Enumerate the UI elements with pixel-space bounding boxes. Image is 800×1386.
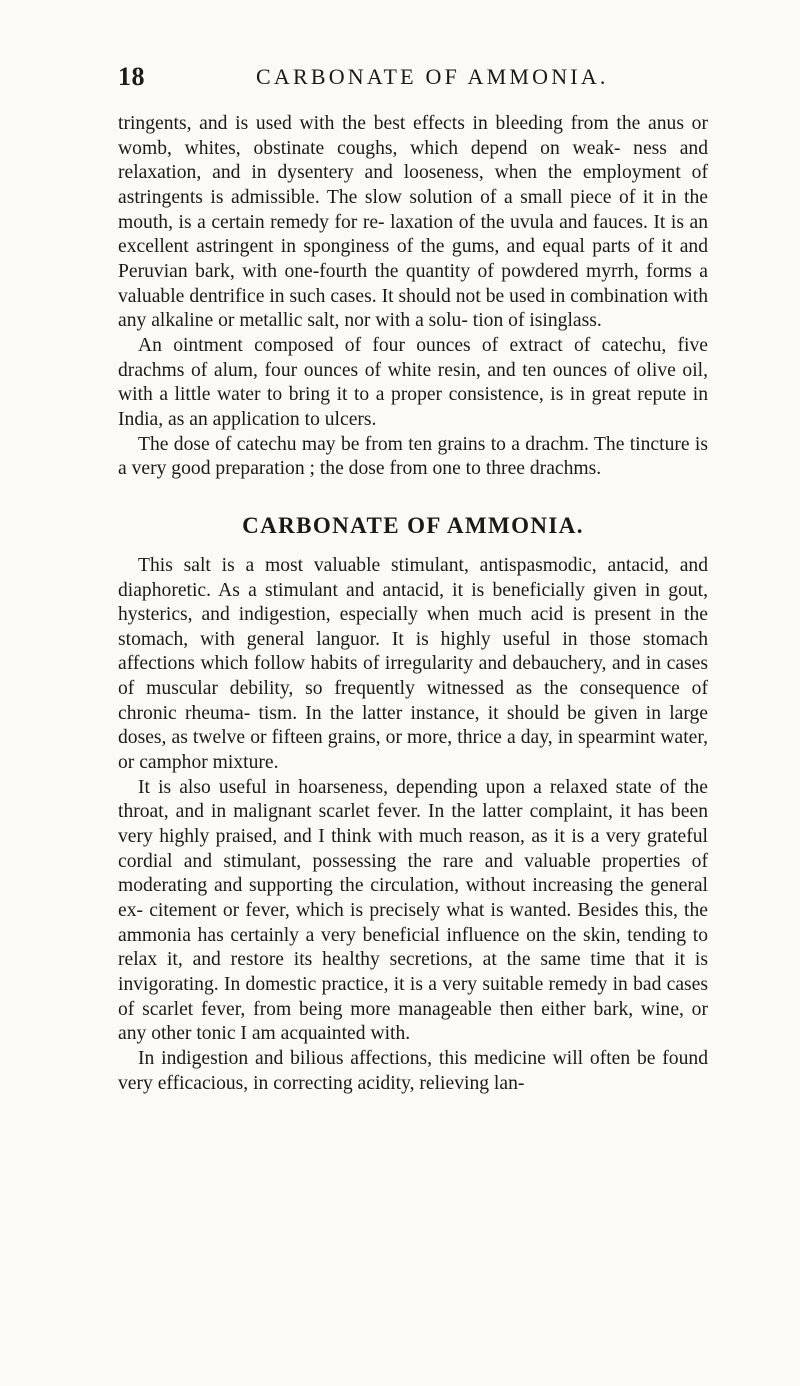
running-title: CARBONATE OF AMMONIA. xyxy=(256,64,609,89)
paragraph-catechu-dose: The dose of catechu may be from ten grains to a drachm. The tincture is a very good preparation ; the dose from one to three drachms. xyxy=(118,433,708,480)
running-header xyxy=(118,62,718,96)
page-number: 18 xyxy=(118,62,145,91)
paragraph-ointment: An ointment composed of four ounces of extract of catechu, five drachms of alum, four ounces of white resin, and ten ounces of olive oil, with a little water to bring it to a proper consistence, is in great repute in India, as an application to ulcers. xyxy=(118,334,708,430)
paragraph-stimulant: This salt is a most valuable stimulant, antispasmodic, antacid, and diaphoretic. As a stimulant and antacid, it is beneficially given in gout, hysterics, and indigestion, especially when much acid is present in the stomach, with general languor. It is highly useful in those stomach affections which follow habits of irregularity and debauchery, and in cases of muscular debility, so frequently witnessed as the consequence of chronic rheuma- tism. In the latter instance, it should be given in large doses, as twelve or fifteen grains, or more, thrice a day, in spearmint water, or camphor mixture. xyxy=(118,554,708,774)
paragraph-hoarseness: It is also useful in hoarseness, depending upon a relaxed state of the throat, and in malignant scarlet fever. In the latter complaint, it has been very highly praised, and I think with much reason, as it is a very grateful cordial and stimulant, possessing the rare and valuable properties of moderating and supporting the circulation, without increasing the general ex- citement or fever, which is precisely what is wanted. Besides this, the ammonia has certainly a very beneficial influence on the skin, tending to relax it, and restore its healthy secretions, at the same time that it is invigorating. In domestic practice, it is a very suitable remedy in bad cases of scarlet fever, from being more manageable then either bark, wine, or any other tonic I am acquainted with. xyxy=(118,776,708,1045)
paragraph-continued: tringents, and is used with the best effects in bleeding from the anus or womb, whites, obstinate coughs, which depend on weak- ness and relaxation, and in dysentery and looseness, when the employment of astringents is admissible. The slow solution of a small piece of it in the mouth, is a certain remedy for re- laxation of the uvula and fauces. It is an excellent astringent in sponginess of the gums, and equal parts of it and Peruvian bark, with one-fourth the quantity of powdered myrrh, forms a valuable dentrifice in such cases. It should not be used in combination with any alkaline or metallic salt, nor with a solu- tion of isinglass. xyxy=(118,113,708,332)
section-heading: CARBONATE OF AMMONIA. xyxy=(242,512,584,538)
paragraph-indigestion: In indigestion and bilious affections, this medicine will often be found very efficacious, in correcting acidity, relieving lan- xyxy=(118,1047,708,1094)
body-text xyxy=(118,112,708,1096)
